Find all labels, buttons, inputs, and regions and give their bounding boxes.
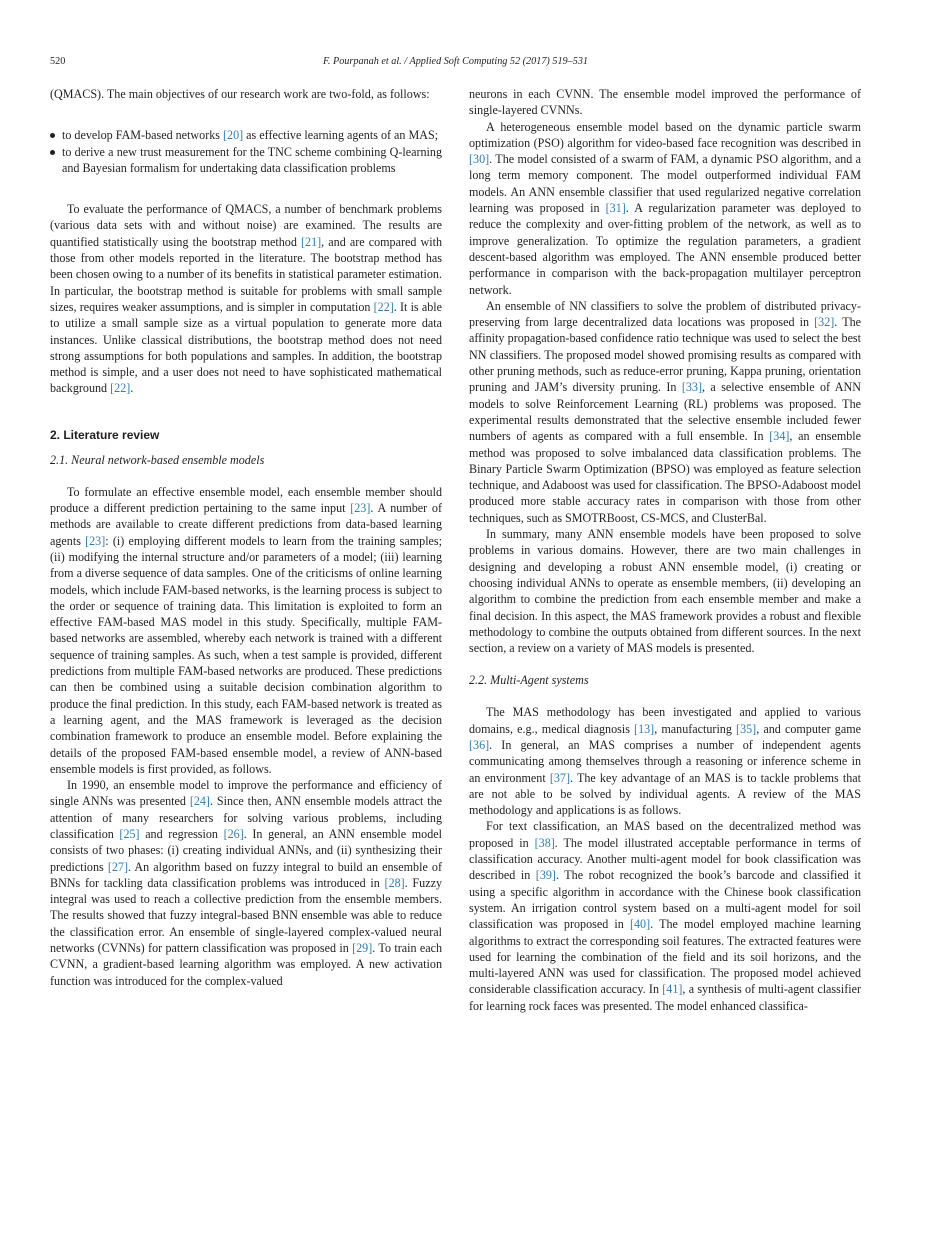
subsection-heading: 2.2. Multi-Agent systems — [469, 673, 589, 688]
citation-link[interactable]: [41] — [662, 982, 683, 997]
citation-link[interactable]: [37] — [549, 770, 571, 785]
citation-link[interactable]: [32] — [814, 315, 835, 330]
body-paragraph: neurons in each CVNN. The ensemble model improved the performance of single-layered CVNNs. — [469, 87, 861, 118]
citation-link[interactable]: [26] — [223, 826, 244, 841]
bullet-icon — [50, 133, 55, 138]
intro-paragraph: (QMACS). The main objectives of our research work are two-fold, as follows: — [50, 87, 430, 101]
subsection-heading: 2.1. Neural network-based ensemble models — [50, 452, 265, 467]
citation-link[interactable]: [39] — [535, 868, 556, 883]
citation-link[interactable]: [25] — [119, 826, 140, 841]
citation-link[interactable]: [29] — [352, 941, 373, 956]
body-paragraph: A heterogeneous ensemble model based on the dynamic particle swarm optimization (PSO) algorithm for video-based face recognition was described in [30]. The model consisted of a swarm of FAM, a dynamic PSO algorithm, and a long term memory component. The model outperformed individual FAM models. An ANN ensemble classifier that used regularized negative correlation learning was proposed in [31]. A regularization parameter was deployed to reduce the complexity and over-fitting problem of the network, as well as to improve generalization. To optimize the regulation parameters, a gradient descent-based algorithm was employed. The ANN ensemble produced better performance in comparison with the back-propagation multilayer perceptron network. — [469, 119, 861, 297]
citation-link[interactable]: [23] — [350, 501, 371, 516]
list-item: to develop FAM-based networks [20] as effective learning agents of an MAS; — [50, 127, 442, 143]
citation-link[interactable]: [28] — [384, 875, 405, 890]
body-paragraph: The MAS methodology has been investigated and applied to various domains, e.g., medical diagnosis [13], manufacturing [35], and computer game [36]. In general, an MAS comprises a number of independent agents communicating among themselves through a reasoning or inference scheme in an environment [37]. The key advantage of an MAS is to tackle problems that are not able to be solved by individual agents. A review of the MAS methodology and applications is as follows. — [469, 705, 861, 818]
list-item: to derive a new trust measurement for the TNC scheme combining Q-learning and Bayesian formalism for undertaking data classification problems — [50, 144, 442, 177]
citation-link[interactable]: [38] — [534, 835, 555, 850]
section-heading: 2. Literature review — [50, 427, 160, 442]
citation-link[interactable]: [22] — [110, 381, 131, 396]
citation-link[interactable]: [30] — [469, 152, 490, 167]
evaluation-paragraph: To evaluate the performance of QMACS, a number of benchmark problems (various data sets with and without noise) are examined. The results are quantified statistically using the bootstrap method [21], and are compared with those from other models reported in the literature. The bootstrap method has been chosen owing to a number of its benefits in statistical parameter estimation. In particular, the bootstrap method is suitable for problems with small sample sizes, requires weaker assumptions, and is simpler in computation [22]. It is able to utilize a small sample size as a virtual population to generate more data instances. Unlike classical distributions, the bootstrap method does not need strong assumptions for both populations and samples. In addition, the bootstrap method is simple, and a user does not need to have sophisticated mathematical background [22]. — [50, 202, 442, 396]
citation-link[interactable]: [34] — [769, 429, 790, 444]
citation-link[interactable]: [40] — [629, 917, 651, 932]
citation-link[interactable]: [24] — [189, 794, 210, 809]
left-column — [50, 86, 442, 989]
citation-link[interactable]: [36] — [469, 737, 490, 752]
page-header — [50, 56, 861, 70]
body-paragraph: An ensemble of NN classifiers to solve the problem of distributed privacy-preserving from large decentralized data locations was proposed in [32]. The affinity propagation-based confidence ratio technique was used to select the best NN classifiers. The proposed model showed promising results as compared with other pruning methods, such as reduce-error pruning, Kappa pruning, orientation pruning and JAM’s diversity pruning. In [33], a selective ensemble of ANN models to solve Reinforcement Learning (RL) problems was proposed. The experimental results demonstrated that the selective ensemble included fewer numbers of agents as compared with a full ensemble. In [34], an ensemble method was proposed to solve imbalanced data classification problems. The Binary Particle Swarm Optimization (BPSO) was employed as feature selection technique, and Adaboost was used for classification. The BPSO-Adaboost model produced more stable accuracy rates in comparison with those from other techniques, such as SMOTRBoost, CS-MCS, and ClusterBal. — [469, 298, 862, 525]
journal-reference: F. Pourpanah et al. / Applied Soft Computing 52 (2017) 519–531 — [322, 56, 589, 67]
body-paragraph: For text classification, an MAS based on the decentralized method was proposed in [38]. The model illustrated acceptable performance in terms of classification accuracy. Another multi-agent model for book classification was described in [39]. The robot recognized the book’s barcode and classified it using a specific algorithm in accordance with the Chinese book classification system. An irrigation control system based on a multi-agent model for soil classification was proposed in [40]. The model employed machine learning algorithms to extract the corresponding soil features. The extracted features were used for learning the combination of the field and its soil horizons, and the multi-layered ANN was used for classification. The proposed model achieved considerable classification accuracy. In [41], a synthesis of multi-agent classifier for learning rock faces was presented. The model enhanced classifica- — [469, 819, 862, 1013]
citation-link[interactable]: [33] — [681, 380, 702, 395]
citation-link[interactable]: [35] — [736, 721, 757, 736]
objectives-list — [50, 127, 442, 176]
bullet-icon — [50, 150, 55, 155]
right-column — [469, 86, 861, 1014]
page-number: 520 — [50, 56, 66, 67]
citation-link[interactable]: [13] — [634, 721, 655, 736]
citation-link[interactable]: [21] — [301, 234, 322, 249]
citation-link[interactable]: [23] — [85, 533, 106, 548]
citation-link[interactable]: [20] — [223, 128, 244, 143]
citation-link[interactable]: [31] — [605, 201, 626, 216]
body-paragraph: In 1990, an ensemble model to improve the performance and efficiency of single ANNs was presented [24]. Since then, ANN ensemble models attract the attention of many researchers for solving various problems, including classification [25] and regression [26]. In general, an ANN ensemble model consists of two phases: (i) creating individual ANNs, and (ii) synthesizing their predictions [27]. An algorithm based on fuzzy integral to build an ensemble of BNNs for tackling data classification problems was introduced in [28]. Fuzzy integral was used to reach a collective prediction from the ensemble members. The results showed that fuzzy integral-based BNN ensemble was able to reduce the classification error. An ensemble of single-layered complex-valued neural networks (CVNNs) for pattern classification was proposed in [29]. To train each CVNN, a gradient-based learning algorithm was employed. A new activation function was introduced for the complex-valued — [50, 778, 442, 988]
body-paragraph: To formulate an effective ensemble model, each ensemble member should produce a different prediction pertaining to the same input [23]. A number of methods are available to create different predictions from data-based learning agents [23]: (i) employing different models to learn from the training samples; (ii) modifying the internal structure and/or parameters of a model; (iii) learning from a diverse sequence of data samples. One of the criticisms of online learning models, which include FAM-based networks, is the learning process is subject to the order or sequence of training data. This limitation is exploited to form an effective FAM-based MAS model in this study. Specifically, multiple FAM-based networks are assembled, whereby each network is trained with a different sequence of training samples. As such, when a test sample is provided, different predictions from multiple FAM-based networks are produced. These predictions can then be combined using a suitable decision combination algorithm to produce the final prediction. In this study, each FAM-based network is treated as a learning agent, and the MAS framework is leveraged as the decision combination framework to produce an ensemble model. Before explaining the details of the proposed FAM-based ensemble model, a review of ANN-based ensemble models is first provided, as follows. — [50, 484, 442, 776]
citation-link[interactable]: [22] — [373, 299, 394, 314]
citation-link[interactable]: [27] — [107, 859, 128, 874]
body-paragraph: In summary, many ANN ensemble models have been proposed to solve problems in various domains. However, there are two main challenges in designing and developing a robust ANN ensemble model, (i) creating or choosing individual ANNs to operate as ensemble members, (ii) developing an algorithm to combine the prediction from each ensemble member and make a final decision. In this aspect, the MAS framework provides a robust and flexible methodology to combine the outputs obtained from different sources. In the next section, a review on a variety of MAS models is presented. — [469, 527, 861, 656]
